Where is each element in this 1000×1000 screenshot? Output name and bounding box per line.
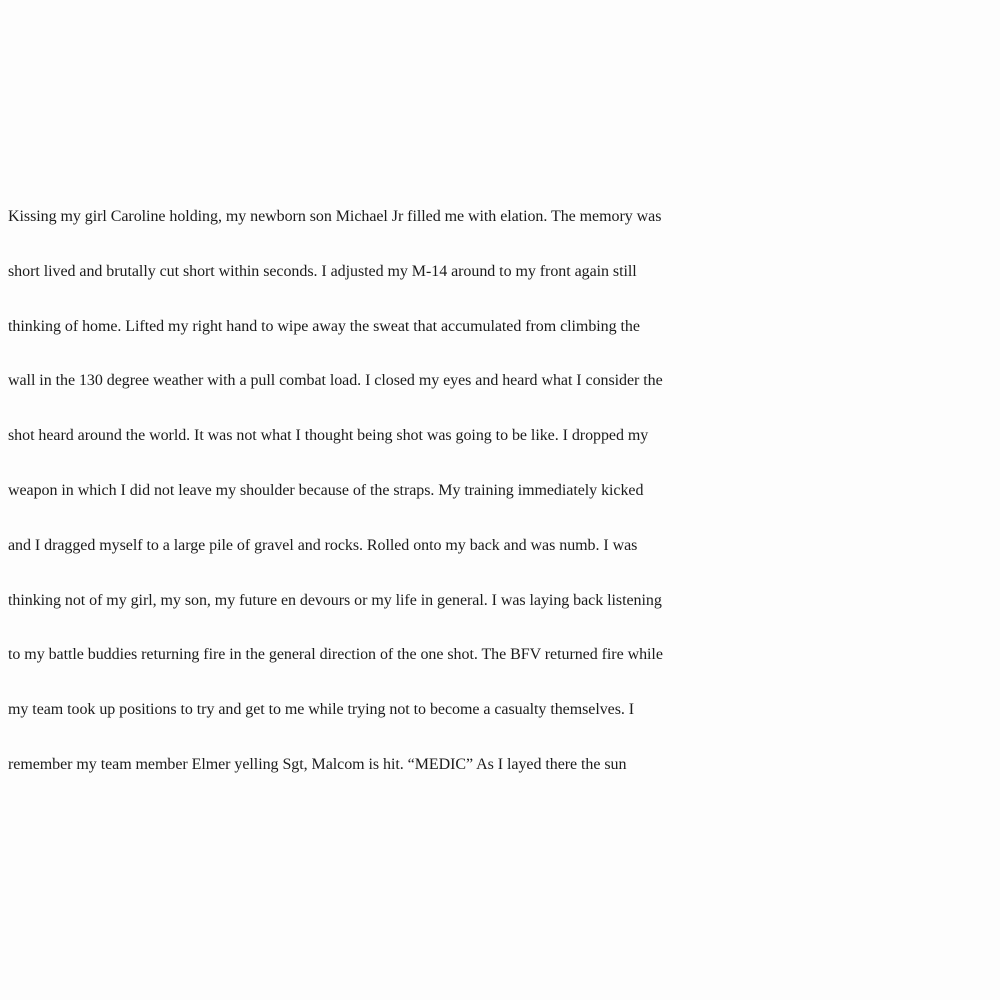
text-line-6: weapon in which I did not leave my shoulder because of the straps. My training immediately kicked bbox=[8, 481, 644, 499]
text-line-5: shot heard around the world. It was not what I thought being shot was going to be like. I dropped my bbox=[8, 427, 649, 445]
text-line-4: wall in the 130 degree weather with a pull combat load. I closed my eyes and heard what I consider the bbox=[8, 372, 663, 390]
text-line-11: remember my team member Elmer yelling Sgt, Malcom is hit. “MEDIC” As I layed there the sun bbox=[8, 755, 627, 773]
text-line-9: to my battle buddies returning fire in the general direction of the one shot. The BFV returned fire while bbox=[8, 646, 663, 664]
text-line-2: short lived and brutally cut short within seconds. I adjusted my M-14 around to my front again still bbox=[8, 262, 637, 280]
text-line-8: thinking not of my girl, my son, my future en devours or my life in general. I was laying back listening bbox=[8, 591, 662, 609]
text-line-7: and I dragged myself to a large pile of gravel and rocks. Rolled onto my back and was numb. I was bbox=[8, 536, 638, 554]
body-text bbox=[8, 197, 998, 800]
text-line-3: thinking of home. Lifted my right hand to wipe away the sweat that accumulated from climbing the bbox=[8, 317, 640, 335]
text-line-1: Kissing my girl Caroline holding, my newborn son Michael Jr filled me with elation. The memory was bbox=[8, 208, 662, 225]
text-line-10: my team took up positions to try and get to me while trying not to become a casualty themselves. I bbox=[8, 701, 635, 719]
